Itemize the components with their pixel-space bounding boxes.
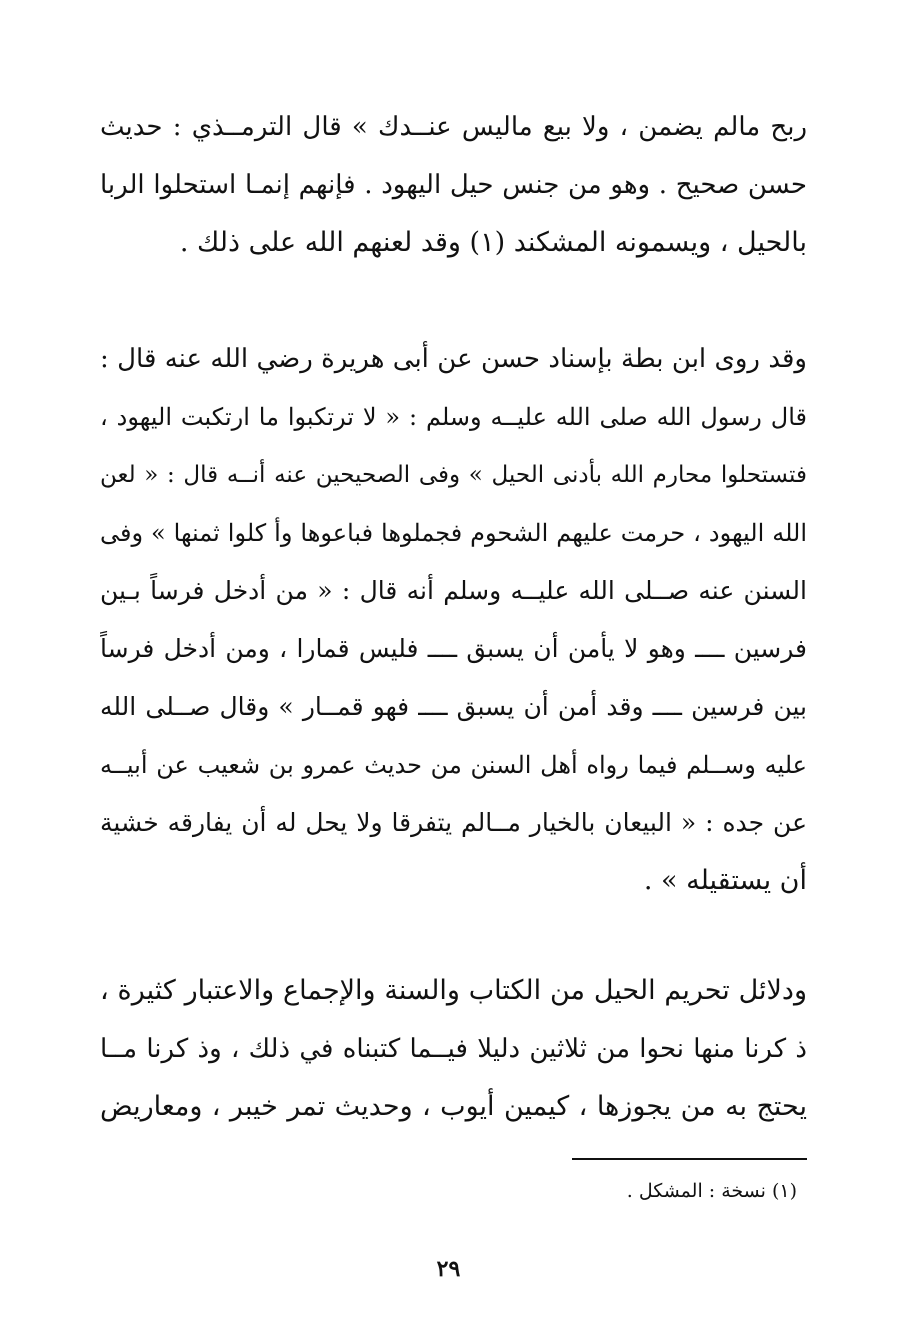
- text-line: قال رسول الله صلى الله عليــه وسلم : « لا ترتكبوا ما ارتكبت اليهود ،: [100, 403, 807, 431]
- text-line: بالحيل ، ويسمونه المشكند (١) وقد لعنهم الله على ذلك .: [179, 227, 807, 258]
- text-line: فتستحلوا محارم الله بأدنى الحيل » وفى الصحيحين عنه أنــه قال : « لعن: [100, 462, 807, 488]
- text-line: حسن صحيح . وهو من جنس حيل اليهود . فإنهم إنمـا استحلوا الربا: [100, 170, 807, 200]
- text-line: السنن عنه صــلى الله عليــه وسلم أنه قال : « من أدخل فرساً بـين: [100, 576, 807, 605]
- paragraph-3: [100, 962, 807, 1136]
- page-number: ٢٩: [436, 1256, 461, 1282]
- footnote-divider: [572, 1158, 807, 1160]
- text-line: عليه وســلم فيما رواه أهل السنن من حديث عمرو بن شعيب عن أبيــه: [100, 751, 807, 779]
- text-line: ربح مالم يضمن ، ولا بيع ماليس عنــدك » قال الترمــذي : حديث: [100, 112, 807, 142]
- text-line: الله اليهود ، حرمت عليهم الشحوم فجملوها فباعوها وأ كلوا ثمنها » وفى: [100, 519, 807, 547]
- text-line: ودلائل تحريم الحيل من الكتاب والسنة والإجماع والاعتبار كثيرة ،: [100, 975, 807, 1006]
- text-line: يحتج به من يجوزها ، كيمين أيوب ، وحديث تمر خيبر ، ومعاريض: [100, 1091, 807, 1122]
- paragraph-2: [100, 330, 807, 910]
- text-line: وقد روى ابن بطة بإسناد حسن عن أبى هريرة رضي الله عنه قال :: [100, 344, 807, 374]
- text-line: أن يستقيله » .: [643, 865, 807, 896]
- footnote: (١) نسخة : المشكل .: [626, 1180, 797, 1202]
- text-line: ذ كرنا منها نحوا من ثلاثين دليلا فيــما كتبناه في ذلك ، وذ كرنا مــا: [100, 1034, 807, 1064]
- text-line: عن جده : « البيعان بالخيار مــالم يتفرقا ولا يحل له أن يفارقه خشية: [100, 808, 807, 837]
- paragraph-1: [100, 98, 807, 272]
- text-line: فرسين ــــ وهو لا يأمن أن يسبق ــــ فليس قمارا ، ومن أدخل فرساً: [100, 634, 807, 663]
- text-line: بين فرسين ــــ وقد أمن أن يسبق ــــ فهو قمــار » وقال صــلى الله: [100, 692, 807, 721]
